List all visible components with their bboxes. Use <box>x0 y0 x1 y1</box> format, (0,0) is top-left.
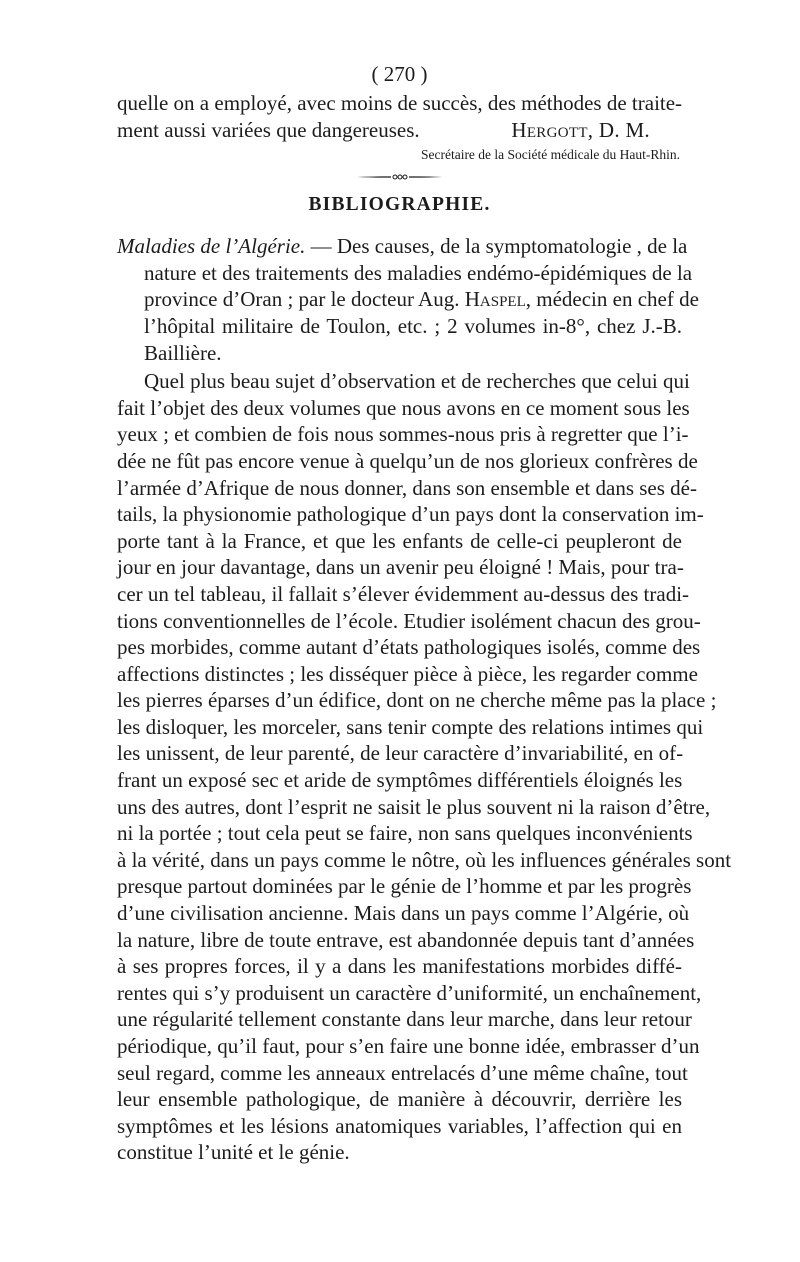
body-line: frant un exposé sec et aride de symptômes différentiels éloignés les <box>117 768 683 793</box>
body-line: l’armée d’Afrique de nous donner, dans son ensemble et dans ses dé- <box>117 475 697 500</box>
body-line: pes morbides, comme autant d’états pathologiques isolés, comme des <box>117 635 701 660</box>
body-line: porte tant à la France, et que les enfants de celle-ci peupleront de <box>117 528 682 553</box>
signature-affiliation: Secrétaire de la Société médicale du Haut-Rhin. <box>420 147 680 163</box>
body-line: tails, la physionomie pathologique d’un pays dont la conservation im- <box>117 502 704 527</box>
body-line: tions conventionnelles de l’école. Etudier isolément chacun des grou- <box>117 608 701 633</box>
entry-line: l’hôpital militaire de Toulon, etc. ; 2 volumes in-8°, chez J.-B. <box>144 313 682 338</box>
body-line: les pierres éparses d’un édifice, dont on ne cherche même pas la place ; <box>117 688 717 713</box>
body-line: à ses propres forces, il y a dans les manifestations morbides diffé- <box>117 954 682 979</box>
body-line: les disloquer, les morceler, sans tenir compte des relations intimes qui <box>117 714 704 739</box>
body-line: uns des autres, dont l’esprit ne saisit le plus souvent ni la raison d’être, <box>117 794 711 819</box>
body-line: constitue l’unité et le génie. <box>117 1140 350 1165</box>
intro-line-end: ment aussi variées que dangereuses. <box>117 117 420 142</box>
body-line: Quel plus beau sujet d’observation et de recherches que celui qui <box>144 369 690 394</box>
section-title: BIBLIOGRAPHIE. <box>308 194 491 216</box>
book-author: Haspel <box>464 287 526 312</box>
signature-author: Hergott, D. M. <box>511 117 650 142</box>
body-line: la nature, libre de toute entrave, est abandonnée depuis tant d’années <box>117 927 695 952</box>
review-body <box>117 368 732 1166</box>
entry-line-text: , médecin en chef de <box>525 287 699 312</box>
intro-paragraph <box>117 90 682 165</box>
body-line: cer un tel tableau, il fallait s’élever évidemment au-dessus des tradi- <box>117 581 690 606</box>
document-page <box>117 60 732 1166</box>
body-line: leur ensemble pathologique, de manière à découvrir, derrière les <box>117 1087 682 1112</box>
body-line: ni la portée ; tout cela peut se faire, non sans quelques inconvénients <box>117 821 693 846</box>
entry-line <box>117 286 699 313</box>
bibliography-entry <box>117 233 699 366</box>
body-line: rentes qui s’y produisent un caractère d’uniformité, un enchaînement, <box>117 980 702 1005</box>
body-line: jour en jour davantage, dans un avenir peu éloigné ! Mais, pour tra- <box>117 555 684 580</box>
entry-line: nature et des traitements des maladies endémo-épidémiques de la <box>144 260 693 285</box>
entry-line-text: province d’Oran ; par le docteur Aug. <box>144 287 465 312</box>
body-line: dée ne fût pas encore venue à quelqu’un de nos glorieux confrères de <box>117 448 698 473</box>
entry-line <box>117 233 688 260</box>
ornamental-rule <box>355 173 445 181</box>
body-line: presque partout dominées par le génie de l’homme et par les progrès <box>117 874 692 899</box>
body-line: à la vérité, dans un pays comme le nôtre, où les influences générales sont <box>117 847 732 872</box>
body-line: périodique, qu’il faut, pour s’en faire une bonne idée, embrasser d’un <box>117 1034 700 1058</box>
divider-ornament-icon <box>355 173 445 181</box>
body-line: seul regard, comme les anneaux entrelacés d’une même chaîne, tout <box>117 1060 688 1085</box>
signature-line <box>117 117 682 144</box>
body-line: une régularité tellement constante dans leur marche, dans leur retour <box>117 1007 692 1032</box>
body-line: affections distinctes ; les disséquer pièce à pièce, les regarder comme <box>117 661 698 686</box>
body-line: symptômes et les lésions anatomiques variables, l’affection qui en <box>117 1113 682 1138</box>
page-number: ( 270 ) <box>371 62 428 86</box>
body-line: les unissent, de leur parenté, de leur caractère d’invariabilité, en of- <box>117 741 684 766</box>
entry-line: Baillière. <box>144 340 222 365</box>
entry-line-text: — Des causes, de la symptomatologie , de la <box>305 234 688 259</box>
book-title: Maladies de l’Algérie. <box>117 234 306 259</box>
body-line: d’une civilisation ancienne. Mais dans un pays comme l’Algérie, où <box>117 901 690 926</box>
body-line: fait l’objet des deux volumes que nous avons en ce moment sous les <box>117 395 690 420</box>
intro-line: quelle on a employé, avec moins de succès, des méthodes de traite- <box>117 91 683 115</box>
body-line: yeux ; et combien de fois nous sommes-nous pris à regretter que l’i- <box>117 422 689 447</box>
